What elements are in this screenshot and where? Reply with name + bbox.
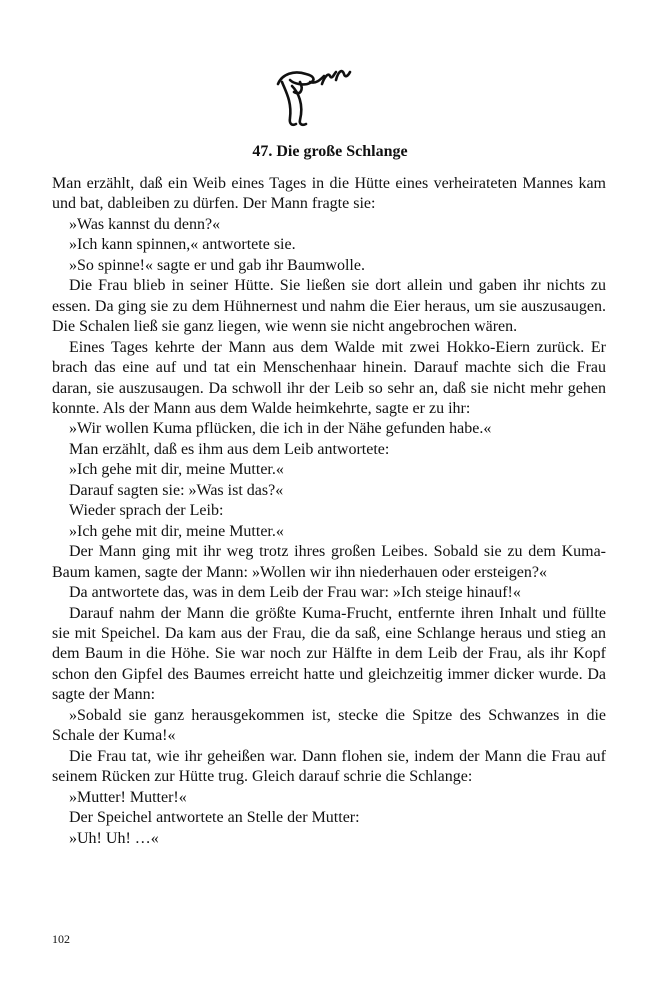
- paragraph: »Ich gehe mit dir, meine Mutter.«: [69, 522, 284, 540]
- paragraph: Darauf nahm der Mann die größte Kuma-Frucht, entfernte ihren Inhalt und füllte sie mit Speichel. Da kam aus der Frau, die da saß, eine Schlange heraus und stieg an dem Baum in die Höhe. Sie war noch zur Hälfte in dem Leib der Frau, als ihr Kopf schon den Gipfel des Baumes erreicht hatte und gleichzeitig immer dicker wurde. Da sagte der Mann:: [52, 604, 606, 704]
- paragraph: Da antwortete das, was in dem Leib der Frau war: »Ich steige hinauf!«: [69, 584, 521, 602]
- paragraph: »Uh! Uh! …«: [69, 829, 159, 847]
- paragraph: Wieder sprach der Leib:: [69, 502, 224, 520]
- paragraph: Man erzählt, daß es ihm aus dem Leib antwortete:: [69, 440, 390, 458]
- paragraph: »Wir wollen Kuma pflücken, die ich in der Nähe gefunden habe.«: [69, 420, 492, 438]
- paragraph: Der Mann ging mit ihr weg trotz ihres großen Leibes. Sobald sie zu dem Kuma-Baum kamen, sagte der Mann: »Wollen wir ihn niederhauen oder ersteigen?«: [52, 543, 606, 581]
- paragraph: »Was kannst du denn?«: [69, 215, 221, 233]
- paragraph: »Mutter! Mutter!«: [69, 788, 187, 806]
- paragraph: »Ich kann spinnen,« antwortete sie.: [69, 236, 296, 254]
- chapter-title: 47. Die große Schlange: [252, 143, 408, 160]
- paragraph: »Ich gehe mit dir, meine Mutter.«: [69, 461, 284, 479]
- paragraph: Der Speichel antwortete an Stelle der Mutter:: [69, 809, 360, 827]
- paragraph: Man erzählt, daß ein Weib eines Tages in die Hütte eines verheirateten Mannes kam und bat, dableiben zu dürfen. Der Mann fragte sie:: [52, 175, 606, 213]
- paragraph: Darauf sagten sie: »Was ist das?«: [69, 481, 284, 499]
- paragraph: »Sobald sie ganz herausgekommen ist, stecke die Spitze des Schwanzes in die Schale der Kuma!«: [52, 706, 606, 745]
- paragraph: Die Frau blieb in seiner Hütte. Sie ließen sie dort allein und gaben ihr nichts zu essen. Da ging sie zu dem Hühnernest und nahm die Eier heraus, um sie auszusaugen. Die Schalen ließ sie ganz liegen, wie wenn sie nicht angebrochen wären.: [52, 277, 606, 336]
- page-number: 102: [52, 932, 70, 946]
- paragraph: Die Frau tat, wie ihr geheißen war. Dann flohen sie, indem der Mann die Frau auf seinem Rücken zur Hütte trug. Gleich darauf schrie die Schlange:: [52, 747, 606, 786]
- snake-glyph-ornament: [270, 62, 352, 130]
- paragraph: Eines Tages kehrte der Mann aus dem Walde mit zwei Hokko-Eiern zurück. Er brach das eine auf und tat ein Menschenhaar hinein. Darauf machte sich die Frau daran, sie auszusaugen. Da schwoll ihr der Leib so sehr an, daß sie nicht mehr gehen konnte. Als der Mann aus dem Walde heimkehrte, sagte er zu ihr:: [52, 338, 606, 417]
- story-text: [52, 174, 606, 849]
- paragraph: »So spinne!« sagte er und gab ihr Baumwolle.: [69, 256, 365, 274]
